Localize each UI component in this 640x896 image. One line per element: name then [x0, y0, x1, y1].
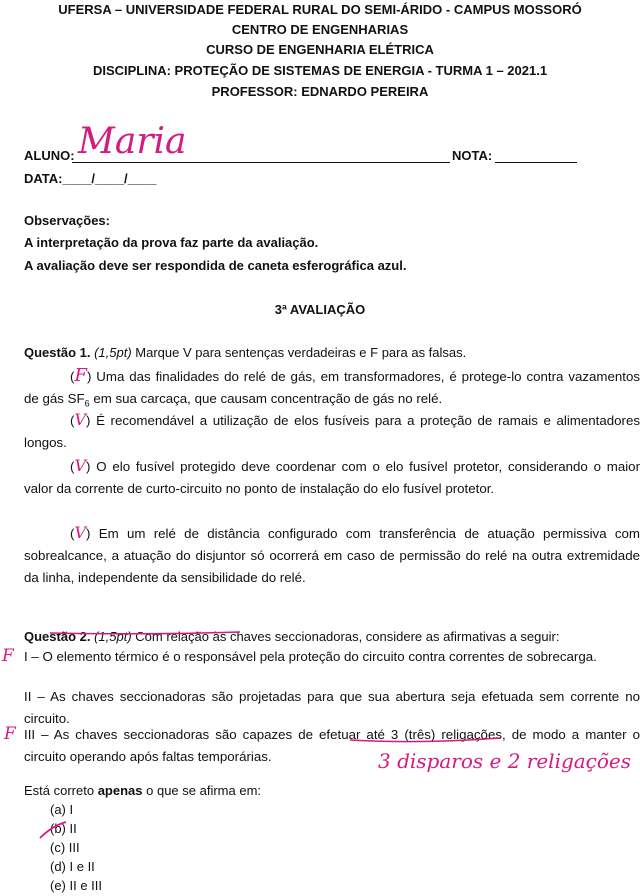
q2-handwritten-note: 3 disparos e 2 religações — [378, 749, 632, 773]
q1-prompt: Marque V para sentenças verdadeiras e F para as falsas. — [135, 345, 467, 360]
q2-option-e: (e) II e III — [50, 878, 103, 893]
q2-underline-religacoes — [350, 738, 500, 742]
q2-underline-element-termico — [50, 632, 240, 634]
header-course: CURSO DE ENGENHARIA ELÉTRICA — [206, 42, 434, 57]
q1-label: Questão 1. — [24, 345, 91, 360]
observacoes-item-2: A avaliação deve ser respondida de caneta esferográfica azul. — [24, 258, 407, 273]
exam-title: 3ª AVALIAÇÃO — [274, 302, 366, 317]
q1-item-1: (F) Uma das finalidades do relé de gás, em transformadores, é protege-lo contra vazamentos de gás $SF_6$ em sua carcaça, que causam concentração de gás no relé. — [24, 365, 640, 409]
q2-points: (1,5pt) — [94, 629, 132, 644]
q1-item-1-text: Uma das finalidades do relé de gás, em transformadores, é protege-lo contra vazamentos de gás SF — [24, 369, 640, 406]
q2-item-1: I – O elemento térmico é o responsável pela proteção do circuito contra correntes de sobrecarga. — [24, 649, 597, 664]
q2-item-3: III – As chaves seccionadoras são capazes de efetuar até 3 (três) religações, de modo a manter o circuito operando após faltas temporárias. — [24, 727, 640, 764]
q1-item-3-mark: V — [74, 456, 86, 475]
header-professor: PROFESSOR: EDNARDO PEREIRA — [211, 84, 429, 99]
q2-option-d: (d) I e II — [50, 859, 95, 874]
q1-item-4-text: Em um relé de distância configurado com transferência de atuação permissiva com sobrealcance, a atuação do disjuntor só ocorrerá em caso de permissão do relé na outra extremidade da linha, independente da sensibilidade do relé. — [24, 526, 640, 585]
observacoes-item-1: A interpretação da prova faz parte da avaliação. — [24, 235, 319, 250]
q1-item-1-mark: F — [74, 365, 87, 386]
data-field: DATA:____/____/____ — [24, 171, 157, 186]
q1-item-2-text: É recomendável a utilização de elos fusíveis para a proteção de ramais e alimentadores longos. — [24, 413, 640, 450]
q1-item-2: (V) É recomendável a utilização de elos fusíveis para a proteção de ramais e alimentadores longos. — [24, 410, 640, 450]
q2-item-2: II – As chaves seccionadoras são projetadas para que sua abertura seja efetuada sem corrente no circuito. — [24, 689, 640, 726]
q2-option-a: (a) I — [50, 802, 74, 817]
q2-label: Questão 2. — [24, 629, 91, 644]
aluno-label: ALUNO: — [24, 148, 75, 163]
nota-label: NOTA: — [452, 148, 493, 163]
q2-option-b: (b) II — [50, 821, 77, 836]
q2-question-a: Está correto — [24, 783, 98, 798]
q1-item-3: (V) O elo fusível protegido deve coordenar com o elo fusível protetor, considerando o maior valor da corrente de curto-circuito no ponto de instalação do elo fusível protetor. — [24, 456, 640, 496]
q1-item-2-mark: V — [74, 410, 86, 429]
q1-item-1-text-b: em sua carcaça, que causam concentração de gás no relé. — [89, 391, 443, 406]
q1-points: (1,5pt) — [94, 345, 132, 360]
q1-item-1-sub: 6 — [84, 398, 90, 409]
aluno-handwritten-name: Maria — [78, 121, 187, 162]
header-university: UFERSA – UNIVERSIDADE FEDERAL RURAL DO SEMI-ÁRIDO - CAMPUS MOSSORÓ — [58, 2, 582, 17]
observacoes-title: Observações: — [24, 213, 110, 228]
header-center: CENTRO DE ENGENHARIAS — [231, 22, 409, 37]
q2-item-3-margin-mark: F — [4, 724, 16, 744]
q2-question-bold: apenas — [97, 783, 143, 798]
q1-item-4-mark: V — [74, 523, 86, 542]
q2-item-1-margin-mark: F — [2, 646, 14, 666]
header-discipline: DISCIPLINA: PROTEÇÃO DE SISTEMAS DE ENERGIA - TURMA 1 – 2021.1 — [92, 63, 548, 78]
q2-option-c: (c) III — [50, 840, 80, 855]
q2-option-b-selection-mark — [40, 822, 66, 838]
q2-prompt: Com relação às chaves seccionadoras, considere as afirmativas a seguir: — [135, 629, 560, 644]
q2-question-b: o que se afirma em: — [142, 783, 262, 798]
q1-item-4: (V) Em um relé de distância configurado com transferência de atuação permissiva com sobrealcance, a atuação do disjuntor só ocorrerá em caso de permissão do relé na outra extremidade da linha, independente da sensibilidade do relé. — [24, 523, 640, 585]
q1-item-3-text: O elo fusível protegido deve coordenar com o elo fusível protetor, considerando o maior valor da corrente de curto-circuito no ponto de instalação do elo fusível protetor. — [24, 459, 640, 496]
